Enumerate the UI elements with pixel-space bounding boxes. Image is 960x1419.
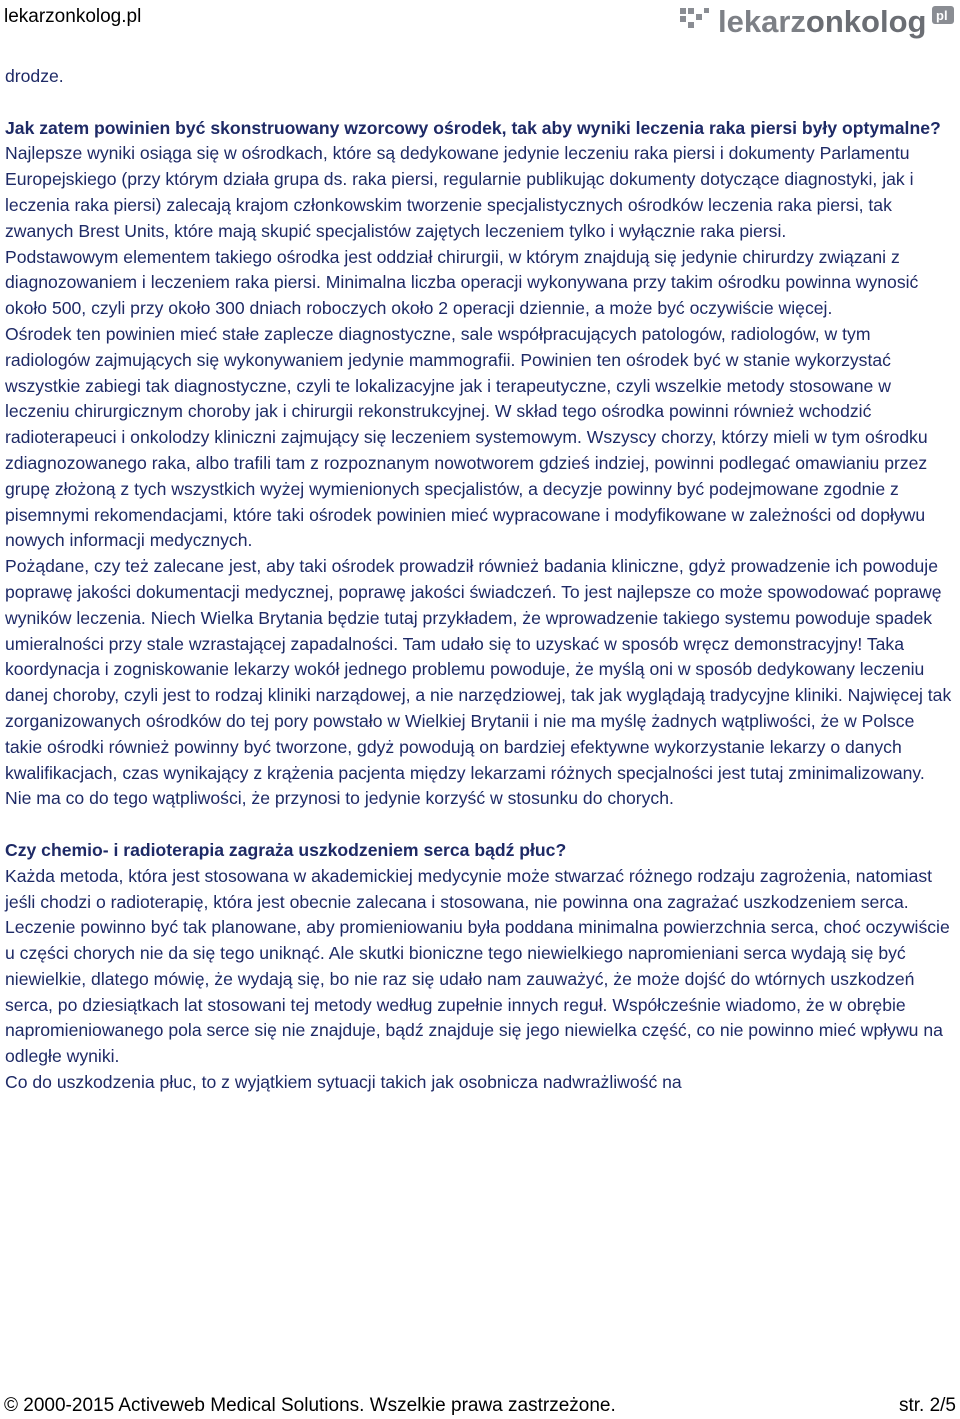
paragraph-continuation: drodze. bbox=[5, 66, 64, 86]
site-name: lekarzonkolog.pl bbox=[4, 6, 142, 27]
section-heading-center: Jak zatem powinien być skonstruowany wzorcowy ośrodek, tak aby wyniki leczenia raka piersi były optymalne? bbox=[5, 117, 941, 138]
logo-text: lekarzonkolog bbox=[718, 4, 927, 39]
logo-suffix-badge bbox=[932, 6, 954, 24]
spacer bbox=[5, 812, 955, 838]
paragraph: Najlepsze wyniki osiąga się w ośrodkach, które są dedykowane jedynie leczeniu raka piersi i dokumenty Parlamentu Europejskiego (przy którym działa grupa ds. raka piersi, regularnie publikując dokumenty dotyczące diagnostyki, jak i leczenia raka piersi) zalecają krajom członkowskim tworzenie specjalistycznych ośrodków leczenia raka piersi, tak zwanych Brest Units, które mają skupić specjalistów zajętych leczeniem tylko i wyłącznie raka piersi. bbox=[5, 143, 914, 241]
section-heading-radiotherapy: Czy chemio- i radioterapia zagraża uszkodzeniem serca bądź płuc? bbox=[5, 839, 567, 860]
paragraph: Podstawowym elementem takiego ośrodka jest oddział chirurgii, w którym znajdują się jedynie chirurdzy związani z diagnozowaniem i leczeniem raka piersi. Minimalna liczba operacji wykonywana przy takim ośrodku powinna wynosić około 500, czyli przy około 300 dniach roboczych około 2 operacji dziennie, a może być oczywiście więcej. bbox=[5, 246, 919, 319]
lekarzonkolog-logo bbox=[676, 0, 960, 44]
paragraph: Każda metoda, która jest stosowana w akademickiej medycynie może stwarzać różnego rodzaju zagrożenia, natomiast jeśli chodzi o radioterapię, która jest obecnie zalecana i stosowana, nie powinna ona zagrażać uszkodzeniem serca. Leczenie powinno być tak planowane, aby promieniowaniu była poddana minimalna powierzchnia serca, choć oczywiście u części chorych nie da się tego uniknąć. Ale skutki bioniczne tego niewielkiego napromieniani serca wydają się być niewielkie, dlatego mówię, że wydają się, bo nie raz się udało nam zauważyć, że może dojść do wtórnych uszkodzeń serca, po dziesiątkach lat stosowani tej metody według zupełnie innych reguł. Współcześnie wiadomo, że w obrębie napromieniowanego pola serce się nie znajduje, bądź znajduje się jego niewielka część, co nie powinno mieć wpływu na odległe wyniki. bbox=[5, 865, 950, 1067]
spacer bbox=[5, 90, 955, 116]
page-footer bbox=[0, 1392, 960, 1419]
paragraph: Pożądane, czy też zalecane jest, aby taki ośrodek prowadził również badania kliniczne, gdyż prowadzenie ich powoduje poprawę jakości dokumentacji medycznej, poprawę jakości świadczeń. To jest najlepsze co może spowodować poprawę wyników leczenia. Niech Wielka Brytania będzie tutaj przykładem, że wprowadzenie takiego systemu powoduje spadek umieralności przy stale wzrastającej zapadalności. Tam udało się to uzyskać w sposób wręcz demonstracyjny! Taka koordynacja i zogniskowanie lekarzy wokół jednego problemu powoduje, że myślą oni w sposób dedykowany leczeniu danej choroby, czyli jest to rodzaj kliniki narządowej, a nie narzędziowej, tak jak wyglądają tradycyjne kliniki. Najwięcej tak zorganizowanych ośrodków do tej pory powstało w Wielkiej Brytanii i nie ma myślę żadnych wątpliwości, że w Polsce takie ośrodki również powinny być tworzone, gdyż powodują on bardziej efektywne wykorzystanie lekarzy o danych kwalifikacjach, czas wynikający z krążenia pacjenta między lekarzami różnych specjalności jest tutaj zminimalizowany. Nie ma co do tego wątpliwości, że przynosi to jedynie korzyść w stosunku do chorych. bbox=[5, 556, 952, 809]
paragraph: Ośrodek ten powinien mieć stałe zaplecze diagnostyczne, sale współpracujących patologów, radiologów, w tym radiologów zajmujących się wykonywaniem jedynie mammografii. Powinien ten ośrodek być w stanie wykorzystać wszystkie zabiegi tak diagnostyczne, czyli te lokalizacyjne jak i terapeutyczne, czyli wszelkie metody stosowane w leczeniu chirurgicznym choroby jak i chirurgii rekonstrukcyjnej. W skład tego ośrodka powinni również wchodzić radioterapeuci i onkolodzy kliniczni zajmujący się leczeniem systemowym. Wszyscy chorzy, którzy mieli w tym ośrodku zdiagnozowanego raka, albo trafili tam z rozpoznanym nowotworem gdzieś indziej, powinni podlegać omawianiu przez grupę złożoną z tych wszystkich wyżej wymienionych specjalistów, a decyzje powinny być podejmowane zgodnie z pisemnymi rekomendacjami, które taki ośrodek powinien mieć wypracowane i modyfikowane w zależności od dopływu nowych informacji medycznych. bbox=[5, 323, 928, 551]
copyright-notice: © 2000-2015 Activeweb Medical Solutions. Wszelkie prawa zastrzeżone. bbox=[4, 1395, 616, 1416]
svg-text:pl: pl bbox=[936, 8, 948, 23]
paragraph: Co do uszkodzenia płuc, to z wyjątkiem sytuacji takich jak osobnicza nadwrażliwość na bbox=[5, 1072, 682, 1093]
article-content bbox=[5, 64, 955, 1096]
page-number: str. 2/5 bbox=[898, 1395, 956, 1416]
page-header bbox=[0, 0, 960, 44]
logo-dots-icon bbox=[680, 8, 709, 28]
